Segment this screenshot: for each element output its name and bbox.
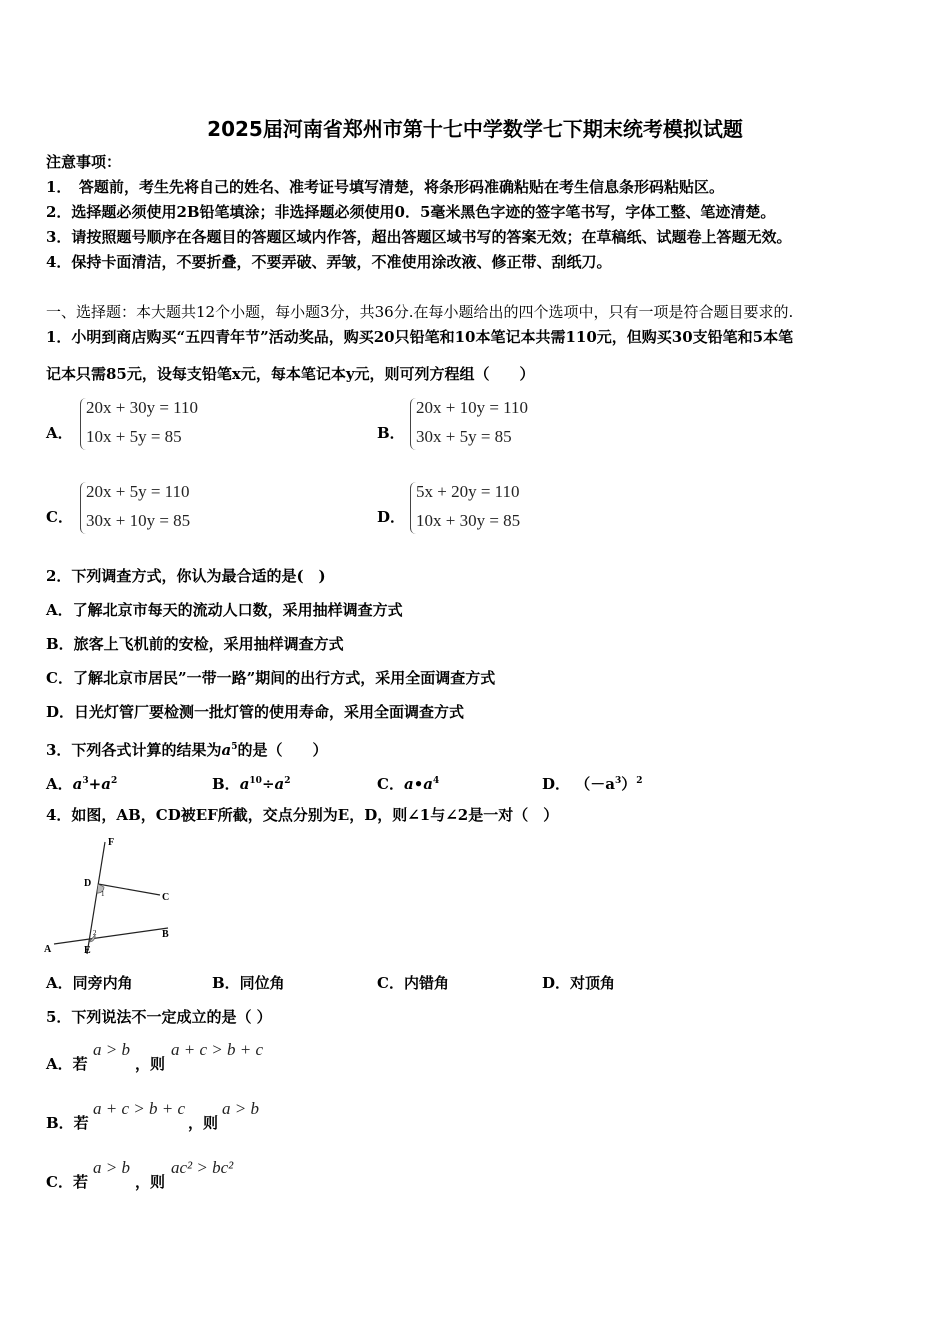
q3-option-d-exp2: 2 xyxy=(636,776,643,786)
q1-option-a-eq1: 20x + 30y = 110 xyxy=(86,398,199,417)
q3-option-b-base1: a xyxy=(239,775,250,793)
q3-option-b xyxy=(212,771,291,794)
notice-heading: 注意事项： xyxy=(46,153,122,171)
q1-option-c-eq1: 20x + 5y = 110 xyxy=(86,482,190,501)
q1-option-c-eq2: 30x + 10y = 85 xyxy=(86,511,191,530)
label-d: D xyxy=(84,878,92,889)
label-c: C xyxy=(162,892,170,903)
q3-stem xyxy=(46,737,327,760)
label-2: 2 xyxy=(93,929,97,937)
q3-option-b-label: B． xyxy=(212,775,240,793)
q4-figure xyxy=(40,832,190,957)
q1-stem-line2: 记本只需85元，设每支铅笔x元，每本笔记本y元，则可列方程组（ ） xyxy=(46,365,535,383)
q1-option-b-eq2: 30x + 5y = 85 xyxy=(416,427,512,446)
q4-option-c: C．内错角 xyxy=(377,974,449,992)
q3-option-a-label: A． xyxy=(46,775,73,793)
q1-stem-line1: 1．小明到商店购买“五四青年节”活动奖品，购买20只铅笔和10本笔记本共需110元，但购买30支铅笔和5本笔 xyxy=(46,328,794,346)
label-a: A xyxy=(44,944,52,955)
notice-item-4: 4．保持卡面清洁，不要折叠，不要弄破、弄皱，不准使用涂改液、修正带、刮纸刀。 xyxy=(46,253,612,271)
q3-option-c xyxy=(377,771,439,794)
q3-option-c-exp2: 4 xyxy=(433,776,440,786)
q1-option-a-label: A． xyxy=(46,424,73,442)
section-heading: 一、选择题：本大题共12个小题，每小题3分，共36分.在每小题给出的四个选项中，只有一项是符合题目要求的. xyxy=(46,303,794,321)
q3-option-c-op: • xyxy=(413,775,424,793)
q5-option-c-label: C．若 xyxy=(46,1173,88,1191)
q2-option-c: C．了解北京市居民”一带一路”期间的出行方式，采用全面调查方式 xyxy=(46,669,496,687)
line-dc xyxy=(98,884,160,895)
q5-option-b-then: ，则 xyxy=(188,1114,219,1132)
q3-option-d-base1: （－a xyxy=(575,775,615,793)
q3-stem-exp: 5 xyxy=(231,742,238,752)
q5-option-b-label: B．若 xyxy=(46,1114,89,1132)
q3-option-a-exp1: 3 xyxy=(82,776,89,786)
label-e: E xyxy=(84,945,91,956)
q3-option-b-exp2: 2 xyxy=(284,776,291,786)
label-f: F xyxy=(108,837,115,848)
q2-stem: 2．下列调查方式，你认为最合适的是( ) xyxy=(46,567,326,585)
q1-option-b-eq1: 20x + 10y = 110 xyxy=(416,398,529,417)
q3-option-a-op: + xyxy=(88,775,102,793)
q3-stem-var: a xyxy=(221,741,232,759)
q5-option-c-cond: a > b xyxy=(93,1158,130,1177)
q1-option-a-eq2: 10x + 5y = 85 xyxy=(86,427,182,446)
q3-option-a-exp2: 2 xyxy=(110,776,118,786)
q5-option-c-then: ，则 xyxy=(135,1173,166,1191)
line-ab xyxy=(54,928,168,944)
q1-option-c-label: C． xyxy=(46,508,73,526)
label-b: B xyxy=(162,929,169,940)
q2-option-a: A．了解北京市每天的流动人口数，采用抽样调查方式 xyxy=(46,601,403,619)
q3-option-c-label: C． xyxy=(377,775,404,793)
q1-option-d-eq1: 5x + 20y = 110 xyxy=(416,482,520,501)
q3-stem-post: 的是（ ） xyxy=(237,741,328,759)
q5-option-a-then: ，则 xyxy=(135,1055,166,1073)
q3-option-b-base2: a xyxy=(274,775,285,793)
q3-option-a-base2: a xyxy=(101,775,111,793)
q3-option-a xyxy=(46,771,117,794)
q5-stem: 5．下列说法不一定成立的是（ ） xyxy=(46,1008,272,1026)
q5-option-a-result: a + c > b + c xyxy=(171,1040,264,1059)
q5-option-b-result: a > b xyxy=(222,1099,259,1118)
q5-option-a-label: A．若 xyxy=(46,1055,88,1073)
q1-option-d-label: D． xyxy=(377,508,406,526)
notice-item-1: 1． 答题前，考生先将自己的姓名、准考证号填写清楚，将条形码准确粘贴在考生信息条形码粘贴区。 xyxy=(46,178,724,196)
q3-option-d-op: ） xyxy=(621,775,637,793)
q5-option-a-cond: a > b xyxy=(93,1040,130,1059)
q2-option-d: D．日光灯管厂要检测一批灯管的使用寿命，采用全面调查方式 xyxy=(46,703,465,721)
page-title: 2025届河南省郑州市第十七中学数学七下期末统考模拟试题 xyxy=(207,117,743,141)
q3-option-c-base1: a xyxy=(403,775,414,793)
q3-option-b-exp1: 10 xyxy=(249,776,262,786)
q3-option-d-exp1: 3 xyxy=(614,776,622,786)
q5-option-b-cond: a + c > b + c xyxy=(93,1099,186,1118)
q3-option-d xyxy=(542,771,643,794)
notice-item-3: 3．请按照题号顺序在各题目的答题区域内作答，超出答题区域书写的答案无效；在草稿纸、试题卷上答题无效。 xyxy=(46,228,792,246)
q1-option-b-label: B． xyxy=(377,424,405,442)
q4-option-d: D．对顶角 xyxy=(542,974,616,992)
q3-option-d-label: D． xyxy=(542,775,571,793)
q1-option-d-eq2: 10x + 30y = 85 xyxy=(416,511,521,530)
notice-item-2: 2．选择题必须使用2B铅笔填涂；非选择题必须使用0．5毫米黑色字迹的签字笔书写，字体工整、笔迹清楚。 xyxy=(46,203,776,221)
q4-stem: 4．如图，AB，CD被EF所截，交点分别为E，D，则∠1与∠2是一对（ ） xyxy=(46,806,559,824)
q4-option-b: B．同位角 xyxy=(212,974,285,992)
q4-option-a: A．同旁内角 xyxy=(46,974,133,992)
q2-option-b: B．旅客上飞机前的安检，采用抽样调查方式 xyxy=(46,635,344,653)
q3-stem-pre: 3．下列各式计算的结果为 xyxy=(46,741,222,759)
q3-option-b-op: ÷ xyxy=(261,775,275,793)
q3-option-c-base2: a xyxy=(423,775,434,793)
q3-option-a-base1: a xyxy=(72,775,83,793)
q5-option-c-result: ac² > bc² xyxy=(171,1158,234,1177)
label-1: 1 xyxy=(101,890,105,898)
